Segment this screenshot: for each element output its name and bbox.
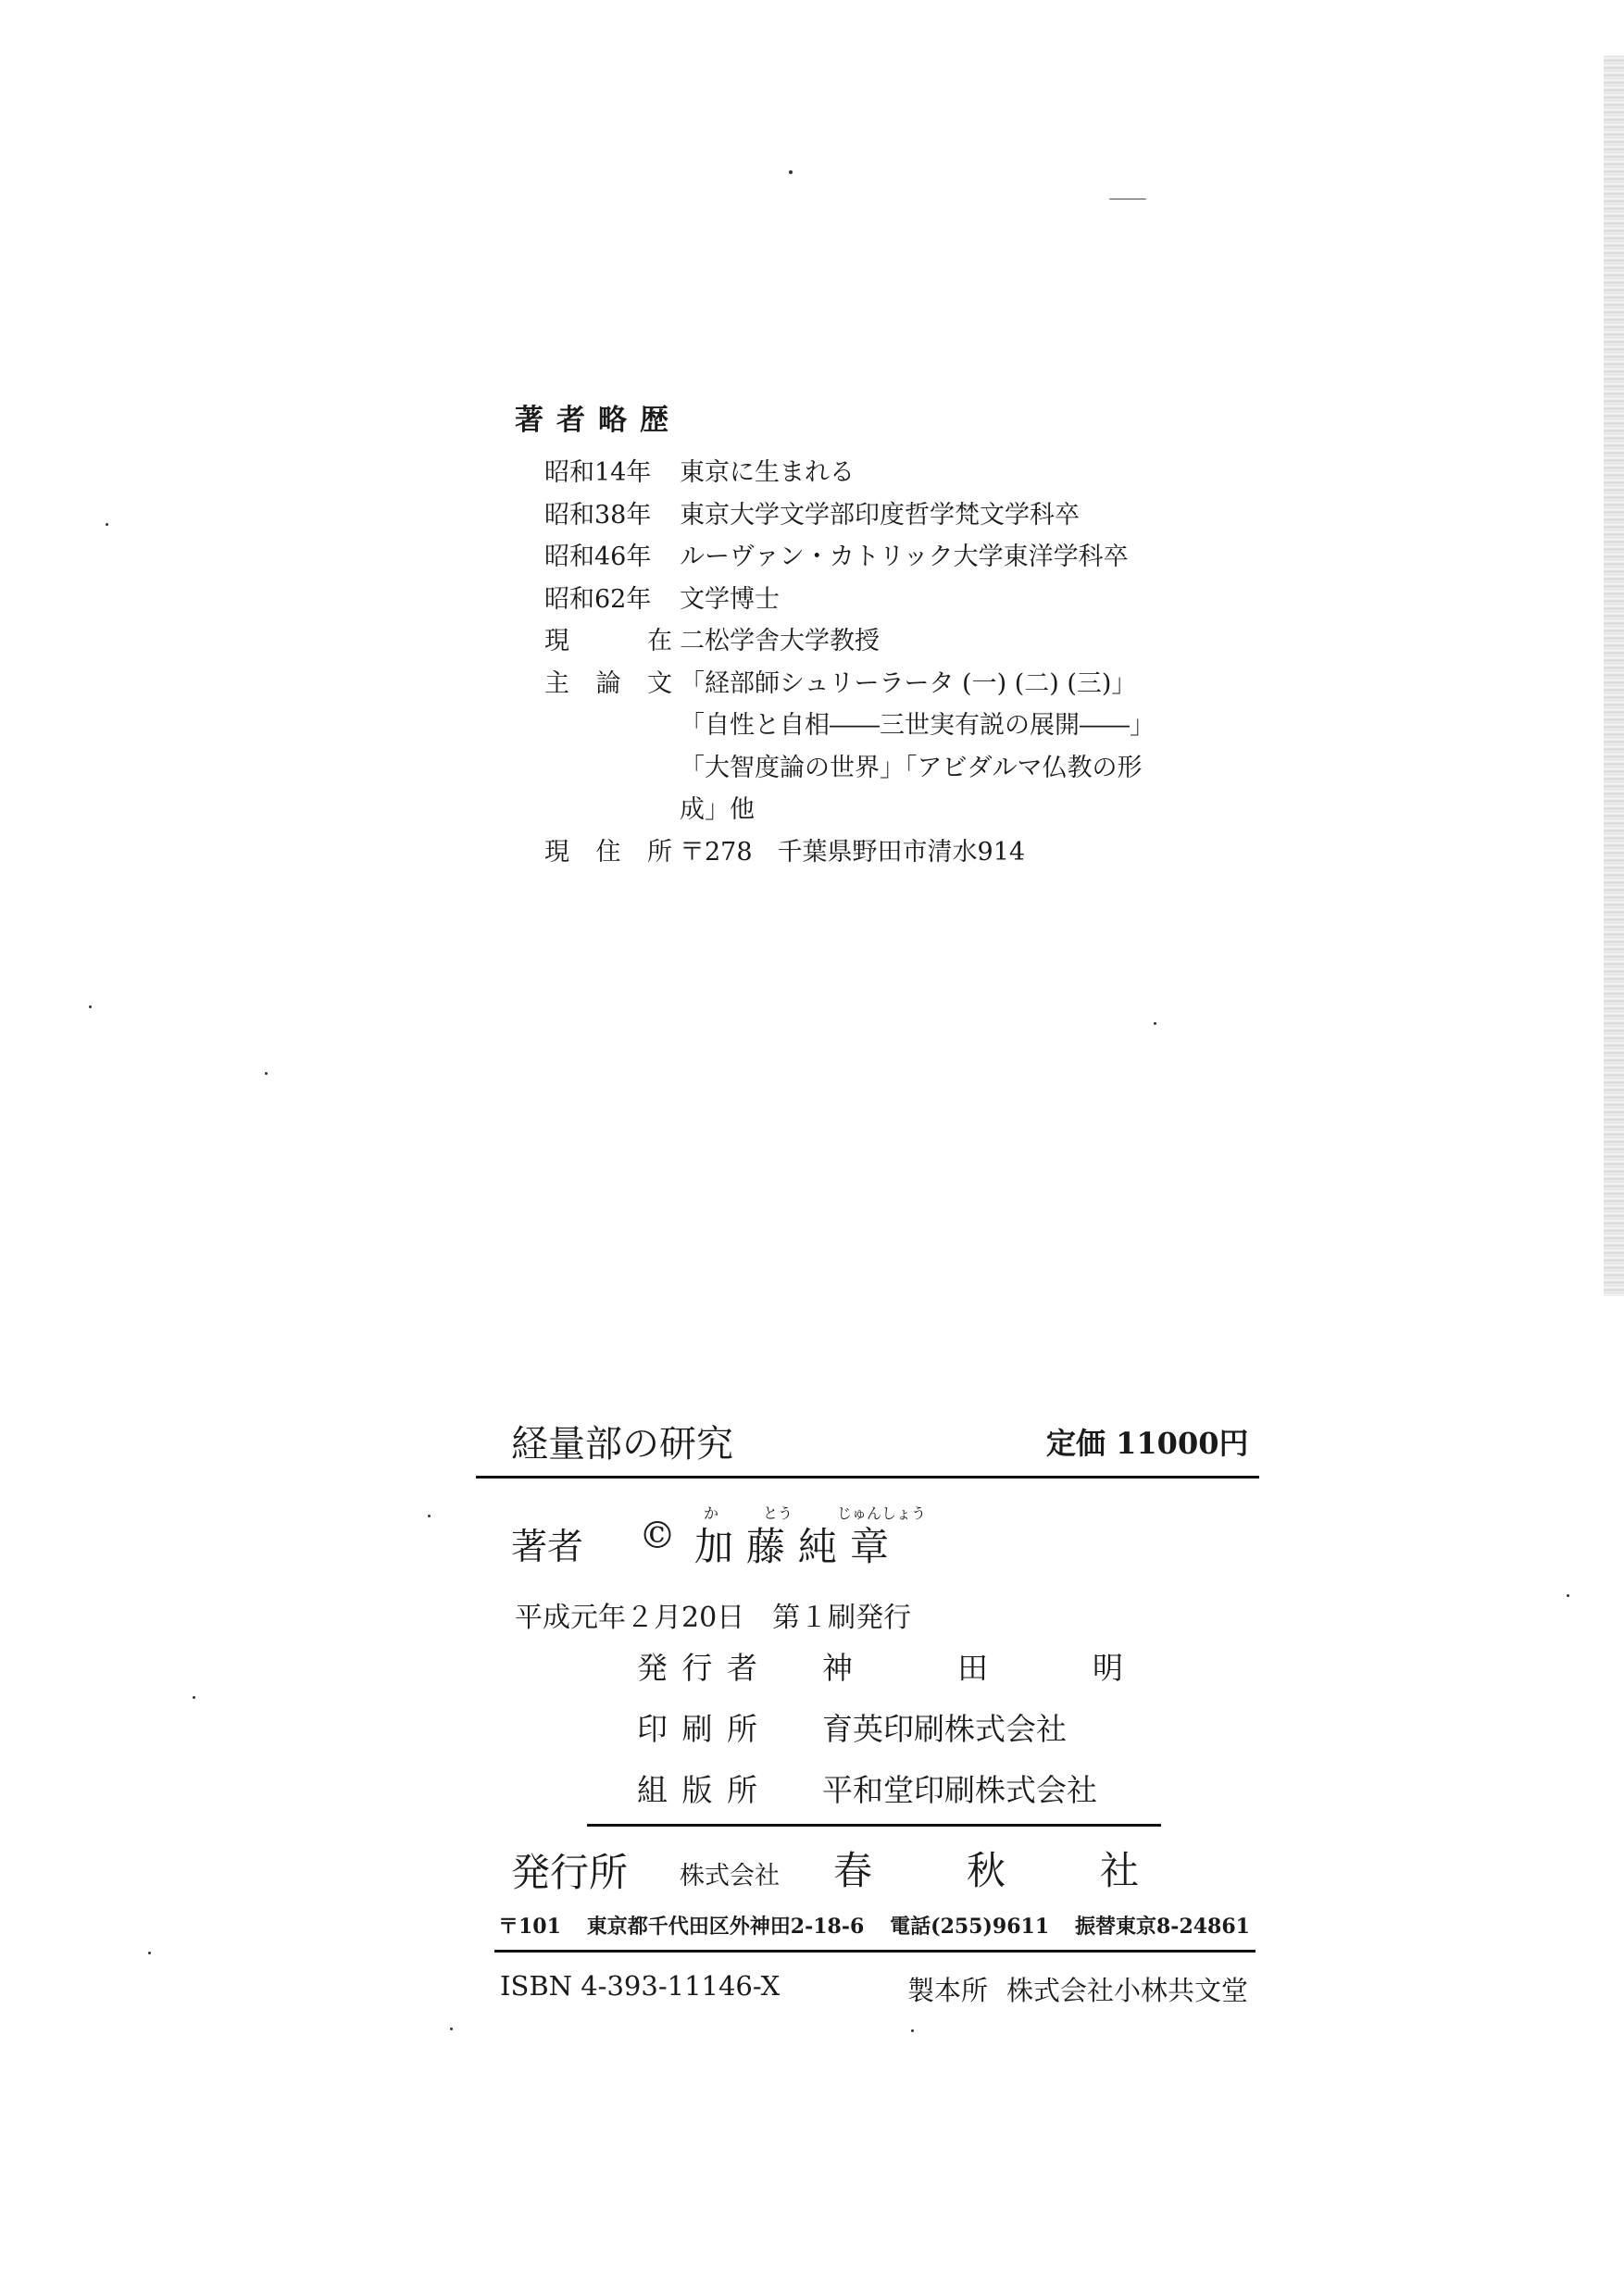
binder-name: 株式会社小林共文堂	[1006, 1975, 1249, 2006]
bio-value-line: 「大智度論の世界」「アビダルマ仏教の形	[680, 753, 1143, 782]
street-address: 東京都千代田区外神田2-18-6	[586, 1915, 865, 1939]
scan-speck	[789, 170, 793, 174]
bio-value	[680, 536, 1211, 579]
bio-value	[680, 579, 1211, 621]
author-name: 加藤純章	[694, 1524, 903, 1569]
bio-label: 主論文	[544, 668, 672, 698]
scan-speck	[1567, 1594, 1569, 1597]
bio-value-line: ルーヴァン・カトリック大学東洋学科卒	[680, 543, 1129, 571]
bio-row	[544, 831, 1211, 874]
binder	[907, 1970, 1248, 2008]
scan-speck	[1109, 198, 1146, 200]
staff-value: 神 田 明	[822, 1650, 1123, 1686]
bio-label: 昭和14年	[544, 458, 652, 487]
rule-top	[476, 1476, 1259, 1479]
staff-value: 平和堂印刷株式会社	[822, 1772, 1097, 1808]
postal-code: 〒101	[498, 1915, 561, 1939]
scan-speck	[265, 1072, 268, 1075]
rule-middle	[587, 1824, 1161, 1827]
staff-label: 印刷所	[637, 1711, 757, 1747]
bio-value-line: 「経部師シュリーラータ (一) (二) (三)」	[680, 668, 1137, 698]
bio-value	[680, 620, 1211, 663]
bio-label: 現在	[544, 627, 672, 655]
postal-transfer: 振替東京8-24861	[1075, 1915, 1250, 1939]
scan-speck	[428, 1515, 431, 1517]
bio-label: 現住所	[544, 837, 672, 867]
bio-row	[544, 663, 1211, 831]
bio-label: 昭和46年	[544, 543, 652, 571]
publication-date: 平成元年２月20日 第１刷発行	[515, 1602, 912, 1634]
bio-value	[680, 663, 1211, 831]
scan-speck	[911, 2029, 914, 2032]
bio-row	[544, 494, 1211, 537]
bio-value-line: 成」他	[680, 795, 755, 824]
bio-value-line: 二松学舎大学教授	[680, 627, 880, 655]
bio-row	[544, 536, 1211, 579]
bio-value-line: 東京大学文学部印度哲学梵文学科卒	[680, 500, 1080, 530]
bio-row	[544, 620, 1211, 663]
scan-speck	[450, 2028, 453, 2030]
furigana-tou: とう	[762, 1504, 793, 1522]
furigana-junshou: じゅんしょう	[836, 1504, 926, 1522]
scan-speck	[193, 1696, 195, 1699]
bio-heading: 著者略歴	[515, 404, 681, 437]
scan-edge-shadow	[1604, 56, 1624, 1296]
binder-label: 製本所	[907, 1975, 989, 2006]
publisher-address	[498, 1911, 1250, 1940]
staff-label: 組版所	[637, 1772, 757, 1808]
staff-label: 発行者	[637, 1650, 757, 1686]
bio-value-line: 文学博士	[680, 584, 780, 614]
publisher-name: 春秋社	[833, 1848, 1139, 1893]
bio-value	[680, 494, 1211, 537]
copyright-mark: ©	[639, 1515, 676, 1557]
bio-label: 昭和62年	[544, 584, 652, 614]
book-title: 経量部の研究	[511, 1423, 733, 1466]
bio-list	[544, 452, 1211, 873]
bio-value-line: 〒278 千葉県野田市清水914	[680, 837, 1026, 867]
rule-bottom	[494, 1950, 1255, 1953]
publisher-label: 発行所	[511, 1850, 629, 1895]
scan-speck	[1154, 1022, 1156, 1025]
isbn: ISBN 4-393-11146-X	[500, 1970, 781, 2002]
bio-value	[680, 452, 1211, 494]
bio-value-line: 東京に生まれる	[680, 458, 855, 487]
bio-row	[544, 452, 1211, 494]
bio-row	[544, 579, 1211, 621]
book-price: 定価 11000円	[1046, 1426, 1249, 1461]
phone-number: 電話(255)9611	[890, 1915, 1050, 1939]
scan-speck	[106, 523, 108, 526]
staff-value: 育英印刷株式会社	[822, 1711, 1067, 1747]
bio-value-line: 「自性と自相――三世実有説の展開――」	[680, 711, 1155, 740]
publisher-corp: 株式会社	[680, 1862, 780, 1890]
scan-speck	[89, 1005, 92, 1008]
bio-value	[680, 831, 1211, 874]
author-label: 著者	[511, 1527, 584, 1568]
scan-speck	[148, 1952, 151, 1954]
bio-label: 昭和38年	[544, 500, 652, 530]
furigana-ka: か	[704, 1504, 719, 1522]
